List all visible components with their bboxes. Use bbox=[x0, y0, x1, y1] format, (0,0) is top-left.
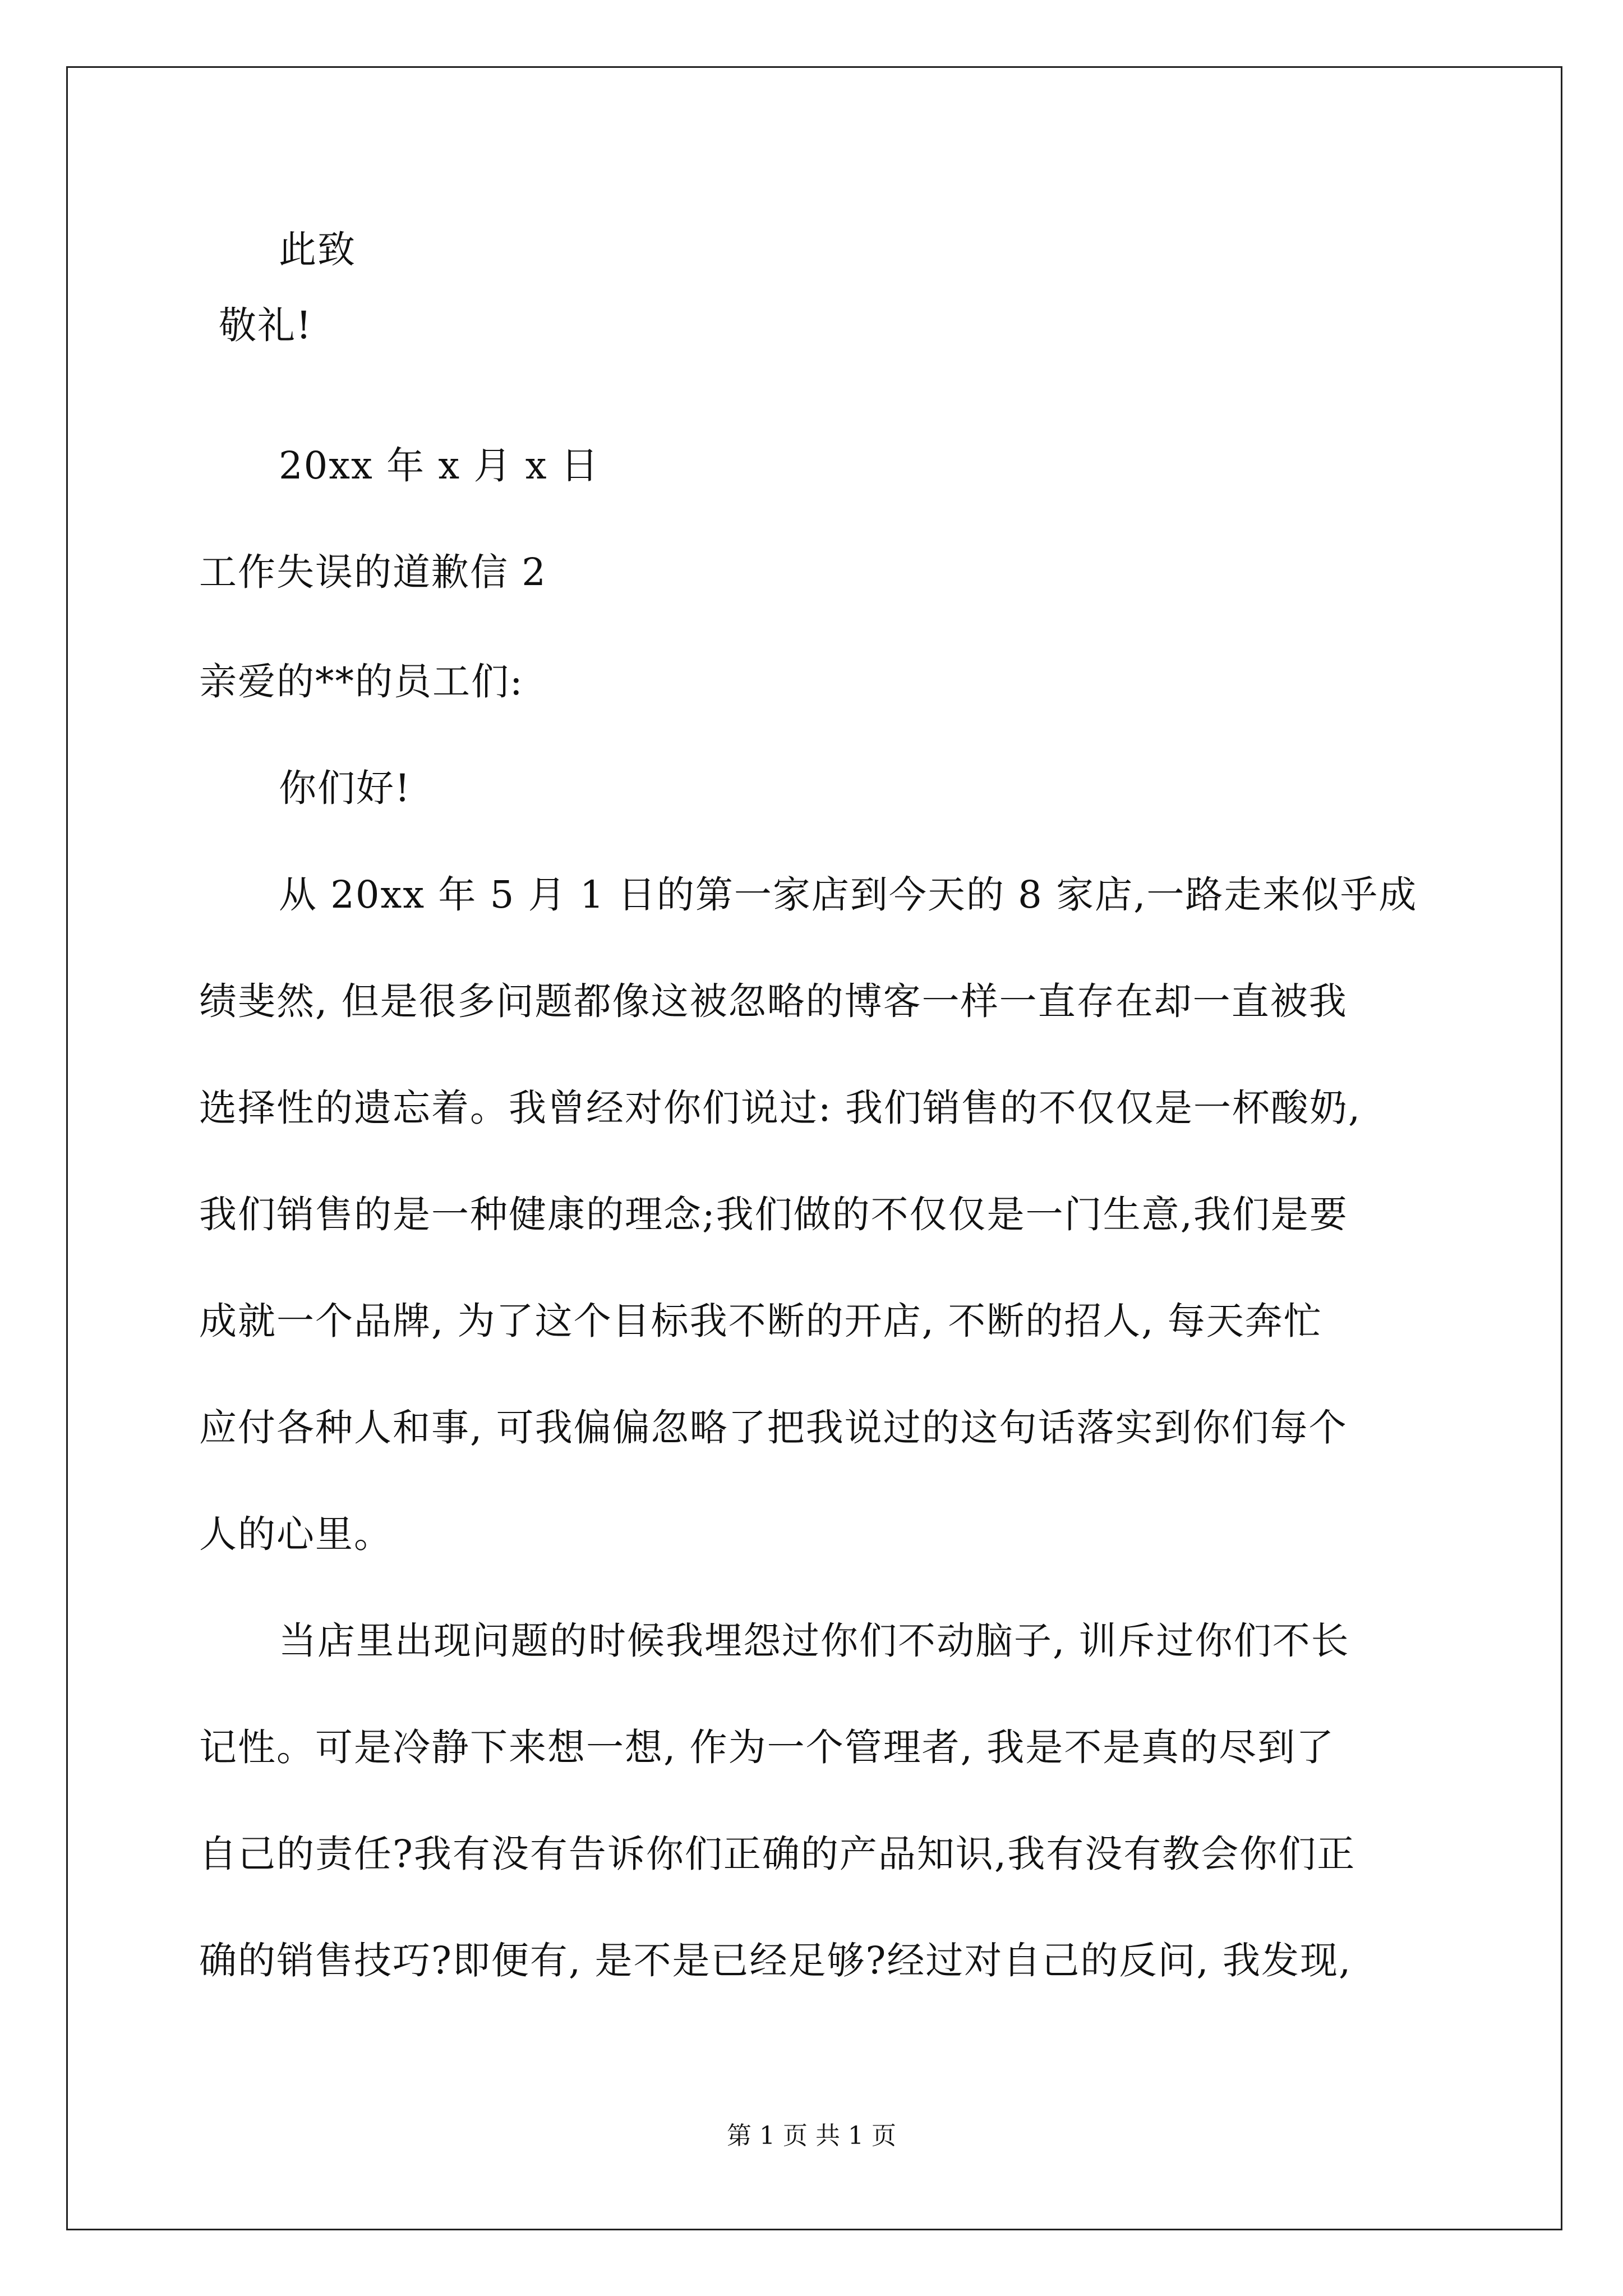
salute-line: 敬礼! bbox=[219, 303, 312, 347]
paragraph2-line: 确的销售技巧?即便有, 是不是已经足够?经过对自己的反问, 我发现, bbox=[199, 1939, 1352, 1982]
addressee-line: 亲爱的**的员工们: bbox=[199, 660, 524, 703]
paragraph2-line: 自己的责任?我有没有告诉你们正确的产品知识,我有没有教会你们正 bbox=[199, 1832, 1356, 1876]
paragraph1-line: 选择性的遗忘着。我曾经对你们说过: 我们销售的不仅仅是一杯酸奶, bbox=[199, 1086, 1362, 1130]
page-footer: 第 1 页 共 1 页 bbox=[727, 2122, 896, 2150]
letter-heading: 工作失误的道歉信 2 bbox=[199, 550, 547, 594]
paragraph1-line: 我们销售的是一种健康的理念;我们做的不仅仅是一门生意,我们是要 bbox=[199, 1193, 1348, 1236]
paragraph1-line: 人的心里。 bbox=[199, 1512, 393, 1556]
closing-line: 此致 bbox=[279, 228, 356, 272]
greeting-line: 你们好! bbox=[279, 766, 411, 810]
paragraph2-line: 当店里出现问题的时候我埋怨过你们不动脑子, 训斥过你们不长 bbox=[279, 1619, 1350, 1663]
date-line: 20xx 年 x 月 x 日 bbox=[279, 444, 600, 487]
paragraph1-line: 应付各种人和事, 可我偏偏忽略了把我说过的这句话落实到你们每个 bbox=[199, 1406, 1348, 1450]
paragraph1-line: 绩斐然, 但是很多问题都像这被忽略的博客一样一直存在却一直被我 bbox=[199, 979, 1348, 1023]
paragraph2-line: 记性。可是冷静下来想一想, 作为一个管理者, 我是不是真的尽到了 bbox=[199, 1726, 1335, 1769]
page-border bbox=[66, 66, 1562, 2230]
paragraph1-line: 成就一个品牌, 为了这个目标我不断的开店, 不断的招人, 每天奔忙 bbox=[199, 1299, 1322, 1343]
paragraph1-line: 从 20xx 年 5 月 1 日的第一家店到今天的 8 家店,一路走来似乎成 bbox=[279, 873, 1418, 917]
